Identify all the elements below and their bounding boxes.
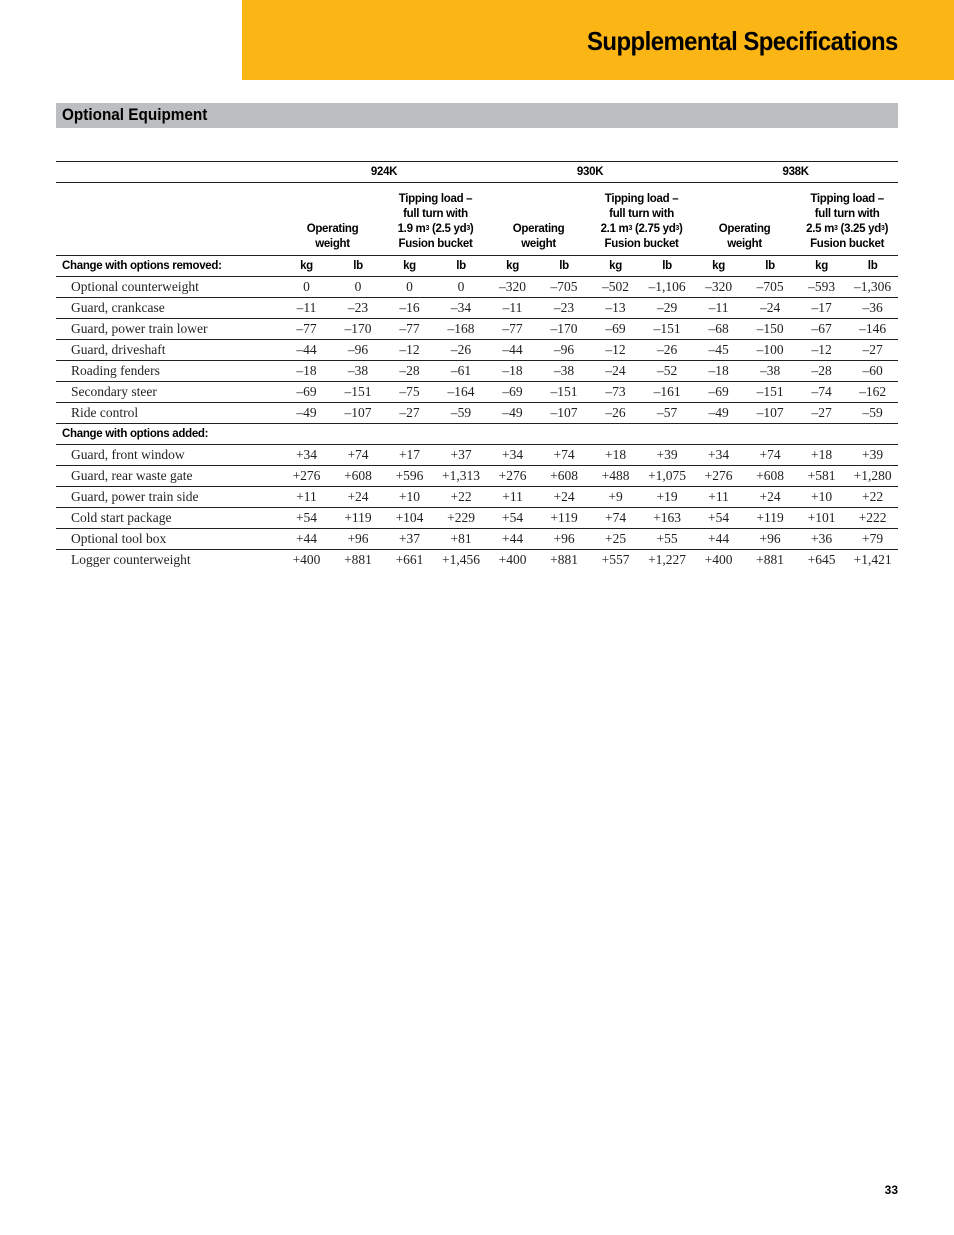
table-cell: –96 [538,340,590,361]
table-cell: +1,421 [853,552,892,567]
unit-lb: lb [641,256,693,277]
table-cell: +400 [704,552,733,567]
table-cell: –13 [590,298,641,319]
table-cell: +74 [538,445,590,466]
table-cell: +24 [744,487,796,508]
row-label: Guard, rear waste gate [56,466,281,487]
table-cell: +44 [487,529,538,550]
row-label: Cold start package [56,508,281,529]
tipping-load-header: Tipping load – full turn with 2.5 $m^3$ (3.25 $yd^3$) Fusion bucket [796,183,898,256]
table-cell: –16 [384,298,435,319]
unit-lb: lb [538,256,590,277]
tipping-load-header: Tipping load – full turn with 2.1 $m^3$ (2.75 $yd^3$) Fusion bucket [590,183,693,256]
unit-lb: lb [847,256,898,277]
table-cell: +119 [332,508,384,529]
table-cell: +39 [641,445,693,466]
table-cell: +276 [693,466,744,487]
table-cell: –170 [332,319,384,340]
table-cell: –705 [538,277,590,298]
tipping-load-header: Tipping load – full turn with 1.9 $m^3$ (2.5 $yd^3$) Fusion bucket [384,183,487,256]
table-cell: –107 [332,403,384,424]
table-cell: +55 [641,529,693,550]
table-cell: +581 [796,466,847,487]
table-cell: +96 [538,529,590,550]
table-row [56,529,898,550]
table-cell: –75 [384,382,435,403]
row-label: Guard, power train side [56,487,281,508]
page-title: Supplemental Specifications [587,26,898,56]
table-cell: 0 [384,277,435,298]
table-cell: –170 [538,319,590,340]
table-cell: –18 [487,361,538,382]
optional-equipment-table [56,161,898,570]
table-cell: –38 [538,361,590,382]
units-row [56,256,898,277]
unit-lb: lb [332,256,384,277]
table-cell: +119 [744,508,796,529]
table-cell: –27 [847,340,898,361]
row-label: Roading fenders [56,361,281,382]
table-cell: –36 [847,298,898,319]
table-cell: +881 [550,552,578,567]
table-cell: –12 [796,340,847,361]
header-band [242,0,954,80]
table-cell: –49 [281,403,332,424]
table-cell: +11 [487,487,538,508]
table-cell: –68 [693,319,744,340]
table-cell: –69 [281,382,332,403]
table-cell: +400 [498,552,527,567]
table-cell: –107 [538,403,590,424]
table-cell: +10 [384,487,435,508]
table-cell: –34 [435,298,487,319]
unit-kg: kg [281,256,332,277]
row-label: Guard, power train lower [56,319,281,340]
model-930k: 930K [487,162,693,183]
table-cell: –11 [487,298,538,319]
page-number: 33 [884,1183,898,1197]
table-cell: +608 [744,466,796,487]
row-label: Optional tool box [56,529,281,550]
table-cell: +11 [281,487,332,508]
table-cell: +74 [744,445,796,466]
table-cell: –593 [796,277,847,298]
table-cell: +74 [590,508,641,529]
table-cell: –57 [641,403,693,424]
table-cell: +1,313 [435,466,487,487]
table-cell: +96 [332,529,384,550]
row-label: Guard, driveshaft [56,340,281,361]
table-cell: –49 [693,403,744,424]
operating-weight-header: Operating weight [693,183,796,256]
table-cell: +34 [281,445,332,466]
table-cell: –320 [693,277,744,298]
table-cell: 0 [281,277,332,298]
table-row [56,550,898,571]
table-cell: +79 [847,529,898,550]
table-cell: +44 [693,529,744,550]
table-cell: –162 [847,382,898,403]
table-row [56,298,898,319]
table-cell: –45 [693,340,744,361]
table-cell: +96 [744,529,796,550]
table-cell: +74 [332,445,384,466]
table-cell: –11 [693,298,744,319]
table-cell: –73 [590,382,641,403]
table-cell: +229 [435,508,487,529]
table-cell: –1,106 [641,277,693,298]
table-cell: –100 [744,340,796,361]
table-cell: –150 [744,319,796,340]
table-cell: +276 [487,466,538,487]
table-cell: +22 [847,487,898,508]
table-cell: –77 [384,319,435,340]
table-cell: +104 [384,508,435,529]
table-cell: +881 [756,552,785,567]
table-cell: +10 [796,487,847,508]
table-cell: –1,306 [847,277,898,298]
group-label-removed: Change with options removed: [56,256,281,277]
row-label: Guard, front window [56,445,281,466]
column-header-row [56,183,898,256]
row-label: Secondary steer [56,382,281,403]
table-row [56,277,898,298]
table-cell: +19 [641,487,693,508]
table-cell: +661 [395,552,424,567]
table-cell: –23 [538,298,590,319]
model-924k: 924K [281,162,487,183]
table-cell: +1,456 [442,552,481,567]
table-cell: –146 [847,319,898,340]
table-cell: –44 [281,340,332,361]
table-cell: –151 [538,382,590,403]
table-cell: +54 [693,508,744,529]
table-cell: –502 [590,277,641,298]
table-cell: +34 [487,445,538,466]
table-cell: +44 [281,529,332,550]
section-bar [56,103,898,128]
table-cell: +11 [693,487,744,508]
table-cell: +34 [693,445,744,466]
table-cell: +37 [384,529,435,550]
table-row [56,403,898,424]
table-cell: –29 [641,298,693,319]
table-cell: –17 [796,298,847,319]
table-row [56,466,898,487]
table-cell: +36 [796,529,847,550]
row-label: Ride control [56,403,281,424]
table-cell: –107 [744,403,796,424]
table-cell: –69 [590,319,641,340]
table-cell: –27 [384,403,435,424]
table-cell: +488 [590,466,641,487]
table-cell: +17 [384,445,435,466]
table-cell: –28 [384,361,435,382]
unit-lb: lb [435,256,487,277]
table-cell: –28 [796,361,847,382]
table-cell: +645 [807,552,836,567]
row-label: Optional counterweight [56,277,281,298]
table-cell: –74 [796,382,847,403]
section-title: Optional Equipment [62,105,208,124]
table-row [56,487,898,508]
unit-kg: kg [590,256,641,277]
table-cell: +119 [538,508,590,529]
table-row [56,361,898,382]
table-cell: –18 [693,361,744,382]
table-cell: –67 [796,319,847,340]
table-cell: +37 [435,445,487,466]
table-cell: –61 [435,361,487,382]
model-header-row [56,162,898,183]
table-row [56,340,898,361]
table-cell: 0 [332,277,384,298]
table-cell: –11 [281,298,332,319]
table-cell: +9 [590,487,641,508]
table-cell: –161 [641,382,693,403]
table-cell: –96 [332,340,384,361]
table-cell: +39 [847,445,898,466]
table-cell: –18 [281,361,332,382]
table-cell: –59 [847,403,898,424]
table-cell: –164 [435,382,487,403]
table-cell: +24 [538,487,590,508]
table-row [56,508,898,529]
table-cell: –23 [332,298,384,319]
table-cell: –24 [744,298,796,319]
table-row [56,382,898,403]
table-cell: –320 [487,277,538,298]
table-cell: +18 [590,445,641,466]
table-cell: +1,227 [648,552,687,567]
table-cell: +22 [435,487,487,508]
table-cell: +163 [641,508,693,529]
table-cell: +881 [344,552,372,567]
table-cell: +276 [281,466,332,487]
unit-kg: kg [693,256,744,277]
operating-weight-header: Operating weight [281,183,384,256]
table-cell: –38 [744,361,796,382]
row-label: Logger counterweight [71,552,191,567]
table-cell: +222 [847,508,898,529]
unit-kg: kg [487,256,538,277]
table-cell: +101 [796,508,847,529]
unit-kg: kg [796,256,847,277]
table-cell: –705 [744,277,796,298]
model-938k: 938K [693,162,898,183]
table-cell: +24 [332,487,384,508]
table-cell: –49 [487,403,538,424]
unit-kg: kg [384,256,435,277]
table-cell: –60 [847,361,898,382]
table-cell: +1,280 [847,466,898,487]
table-cell: –26 [590,403,641,424]
table-cell: +557 [601,552,630,567]
table-cell: –27 [796,403,847,424]
operating-weight-header: Operating weight [487,183,590,256]
row-label: Guard, crankcase [56,298,281,319]
table-cell: +25 [590,529,641,550]
table-cell: –69 [693,382,744,403]
table-cell: –26 [641,340,693,361]
table-cell: +596 [384,466,435,487]
unit-lb: lb [744,256,796,277]
table-cell: –151 [641,319,693,340]
table-cell: +81 [435,529,487,550]
table-cell: –151 [744,382,796,403]
table-cell: –52 [641,361,693,382]
table-cell: –12 [590,340,641,361]
table-cell: +18 [796,445,847,466]
table-cell: +54 [281,508,332,529]
table-cell: –24 [590,361,641,382]
table-cell: +608 [538,466,590,487]
table-cell: –38 [332,361,384,382]
table-cell: –168 [435,319,487,340]
table-cell: –59 [435,403,487,424]
table-cell: –77 [281,319,332,340]
table-cell: –26 [435,340,487,361]
table-row [56,319,898,340]
table-cell: –44 [487,340,538,361]
table-cell: +400 [292,552,321,567]
group-row-added [56,424,898,445]
table-row [56,445,898,466]
table-cell: –12 [384,340,435,361]
table-cell: +608 [332,466,384,487]
table-cell: 0 [435,277,487,298]
table-cell: +54 [487,508,538,529]
table-cell: –77 [487,319,538,340]
table-cell: +1,075 [641,466,693,487]
group-label-added: Change with options added: [56,424,898,445]
table-cell: –69 [487,382,538,403]
table-cell: –151 [332,382,384,403]
